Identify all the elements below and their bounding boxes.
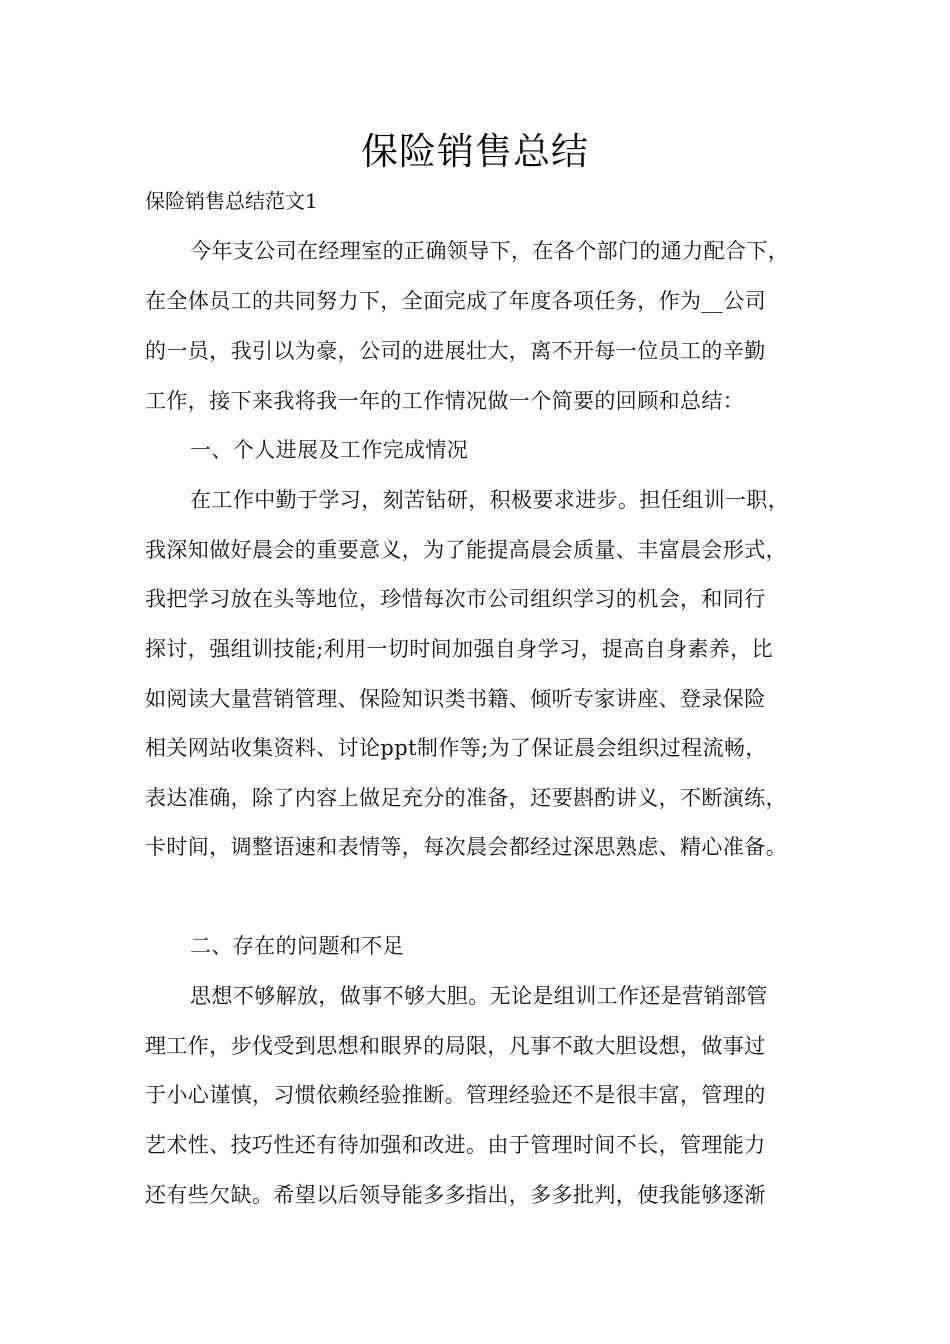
- paragraph-line: 我深知做好晨会的重要意义，为了能提高晨会质量、丰富晨会形式，: [145, 538, 787, 562]
- document-title: 保险销售总结: [361, 130, 589, 173]
- paragraph-line: 于小心谨慎，习惯依赖经验推断。管理经验还不是很丰富，管理的: [145, 1083, 766, 1107]
- section-heading: 一、个人进展及工作完成情况: [190, 438, 469, 462]
- paragraph-line: 的一员，我引以为豪，公司的进展壮大，离不开每一位员工的辛勤: [145, 339, 766, 363]
- section-heading: 二、存在的问题和不足: [190, 934, 404, 958]
- document-subtitle: 保险销售总结范文1: [145, 189, 318, 213]
- paragraph-line: 探讨，强组训技能;利用一切时间加强自身学习，提高自身素养，比: [145, 637, 774, 661]
- paragraph-line: 理工作，步伐受到思想和眼界的局限，凡事不敢大胆设想，做事过: [145, 1034, 766, 1058]
- paragraph-line: 艺术性、技巧性还有待加强和改进。由于管理时间不长，管理能力: [145, 1133, 766, 1157]
- paragraph-line: 今年支公司在经理室的正确领导下，在各个部门的通力配合下，: [190, 239, 790, 263]
- paragraph-line: 工作，接下来我将我一年的工作情况做一个简要的回顾和总结：: [145, 389, 745, 413]
- paragraph-line: 如阅读大量营销管理、保险知识类书籍、倾听专家讲座、登录保险: [145, 687, 766, 711]
- paragraph-line: 在工作中勤于学习，刻苦钻研，积极要求进步。担任组训一职，: [190, 488, 790, 512]
- paragraph-line: 表达准确，除了内容上做足充分的准备，还要斟酌讲义，不断演练，: [145, 786, 787, 810]
- paragraph-line: 相关网站收集资料、讨论ppt制作等;为了保证晨会组织过程流畅，: [145, 736, 767, 760]
- paragraph-line: 还有些欠缺。希望以后领导能多多指出，多多批判，使我能够逐渐: [145, 1183, 766, 1207]
- paragraph-line: 卡时间，调整语速和表情等，每次晨会都经过深思熟虑、精心准备。: [145, 835, 787, 859]
- paragraph-line: 我把学习放在头等地位，珍惜每次市公司组织学习的机会，和同行: [145, 587, 766, 611]
- paragraph-line: 在全体员工的共同努力下，全面完成了年度各项任务，作为__公司: [145, 289, 766, 313]
- paragraph-line: 思想不够解放，做事不够大胆。无论是组训工作还是营销部管: [190, 984, 768, 1008]
